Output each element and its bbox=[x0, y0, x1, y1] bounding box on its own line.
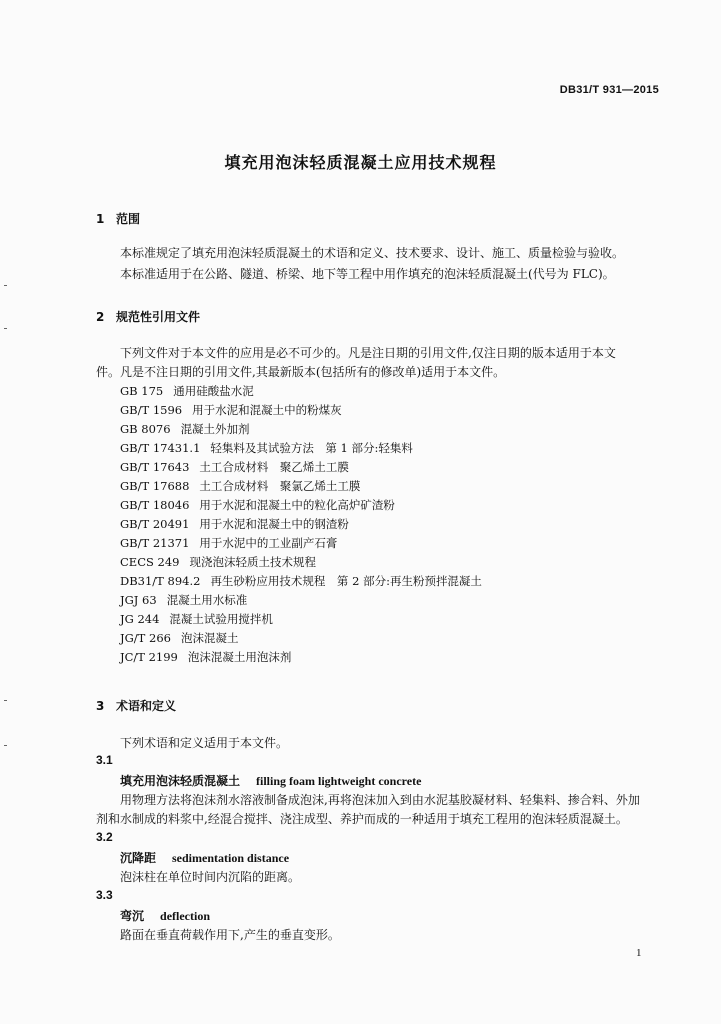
reference-title: 现浇泡沫轻质土技术规程 bbox=[189, 555, 316, 569]
reference-item bbox=[120, 496, 482, 515]
reference-title: 再生砂粉应用技术规程 第 2 部分:再生粉预拌混凝土 bbox=[210, 574, 482, 588]
section-number: 3 bbox=[96, 699, 105, 713]
reference-code: GB 175 bbox=[120, 384, 164, 398]
reference-title: 混凝土用水标准 bbox=[166, 593, 248, 607]
reference-item bbox=[120, 553, 482, 572]
reference-code: GB/T 1596 bbox=[120, 403, 183, 417]
scan-mark bbox=[4, 700, 7, 701]
section-title: 范围 bbox=[116, 212, 141, 226]
reference-item bbox=[120, 572, 482, 591]
term-chinese: 沉降距 bbox=[120, 851, 157, 865]
definition: 用物理方法将泡沫剂水溶液制备成泡沫,再将泡沫加入到由水泥基胶凝材料、轻集料、掺合料、外加 bbox=[120, 793, 640, 807]
section-2-heading bbox=[96, 308, 200, 325]
reference-item bbox=[120, 477, 482, 496]
definition: 剂和水制成的料浆中,经混合搅拌、浇注成型、养护而成的一种适用于填充工程用的泡沫轻质混凝土。 bbox=[96, 812, 628, 826]
reference-title: 用于水泥中的工业副产石膏 bbox=[199, 536, 338, 550]
reference-item bbox=[120, 534, 482, 553]
reference-item bbox=[120, 591, 482, 610]
scan-mark bbox=[4, 285, 7, 286]
reference-item bbox=[120, 629, 482, 648]
paragraph: 本标准规定了填充用泡沫轻质混凝土的术语和定义、技术要求、设计、施工、质量检验与验收。 bbox=[120, 246, 625, 260]
reference-title: 通用硅酸盐水泥 bbox=[173, 384, 254, 398]
reference-item bbox=[120, 382, 482, 401]
term-heading bbox=[120, 907, 210, 924]
reference-title: 土工合成材料 聚氯乙烯土工膜 bbox=[199, 479, 361, 493]
reference-title: 用于水泥和混凝土中的钢渣粉 bbox=[199, 517, 349, 531]
section-title: 规范性引用文件 bbox=[116, 310, 201, 324]
paragraph: 下列术语和定义适用于本文件。 bbox=[120, 736, 289, 750]
term-heading bbox=[120, 772, 421, 789]
reference-code: GB/T 17643 bbox=[120, 460, 190, 474]
reference-code: DB31/T 894.2 bbox=[120, 574, 201, 588]
reference-title: 用于水泥和混凝土中的粉煤灰 bbox=[192, 403, 342, 417]
definition: 路面在垂直荷载作用下,产生的垂直变形。 bbox=[120, 928, 340, 942]
reference-code: GB 8076 bbox=[120, 422, 171, 436]
section-number: 1 bbox=[96, 212, 105, 226]
reference-item bbox=[120, 439, 482, 458]
term-english: filling foam lightweight concrete bbox=[256, 774, 422, 788]
term-english: sedimentation distance bbox=[172, 851, 290, 865]
scan-mark bbox=[4, 745, 7, 746]
section-1-heading bbox=[96, 210, 140, 227]
reference-code: GB/T 21371 bbox=[120, 536, 190, 550]
paragraph: 下列文件对于本文件的应用是必不可少的。凡是注日期的引用文件,仅注日期的版本适用于本文 bbox=[120, 346, 616, 360]
reference-item bbox=[120, 515, 482, 534]
reference-code: GB/T 17431.1 bbox=[120, 441, 201, 455]
term-chinese: 弯沉 bbox=[120, 909, 145, 923]
term-chinese: 填充用泡沫轻质混凝土 bbox=[120, 774, 241, 788]
reference-item bbox=[120, 648, 482, 667]
reference-item bbox=[120, 610, 482, 629]
reference-list bbox=[120, 382, 482, 667]
section-3-heading bbox=[96, 697, 176, 714]
definition: 泡沫柱在单位时间内沉陷的距离。 bbox=[120, 870, 301, 884]
paragraph: 本标准适用于在公路、隧道、桥梁、地下等工程中用作填充的泡沫轻质混凝土(代号为 FLC)。 bbox=[120, 267, 615, 281]
reference-item bbox=[120, 420, 482, 439]
clause-number: 3.3 bbox=[96, 888, 113, 902]
reference-code: CECS 249 bbox=[120, 555, 180, 569]
reference-title: 混凝土外加剂 bbox=[180, 422, 250, 436]
scan-mark bbox=[4, 328, 7, 329]
reference-code: JG 244 bbox=[120, 612, 160, 626]
reference-code: GB/T 20491 bbox=[120, 517, 190, 531]
reference-code: GB/T 17688 bbox=[120, 479, 190, 493]
reference-title: 土工合成材料 聚乙烯土工膜 bbox=[199, 460, 349, 474]
document-title: 填充用泡沫轻质混凝土应用技术规程 bbox=[224, 153, 497, 172]
reference-title: 泡沫混凝土 bbox=[180, 631, 239, 645]
reference-code: GB/T 18046 bbox=[120, 498, 190, 512]
reference-title: 用于水泥和混凝土中的粒化高炉矿渣粉 bbox=[199, 498, 395, 512]
standard-number: DB31/T 931—2015 bbox=[559, 84, 659, 96]
reference-item bbox=[120, 458, 482, 477]
reference-code: JG/T 266 bbox=[120, 631, 171, 645]
section-number: 2 bbox=[96, 310, 105, 324]
section-title: 术语和定义 bbox=[116, 699, 177, 713]
clause-number: 3.1 bbox=[96, 753, 113, 767]
page-number: 1 bbox=[636, 947, 642, 959]
term-heading bbox=[120, 849, 289, 866]
reference-title: 轻集料及其试验方法 第 1 部分:轻集料 bbox=[210, 441, 413, 455]
reference-title: 泡沫混凝土用泡沫剂 bbox=[187, 650, 292, 664]
reference-code: JC/T 2199 bbox=[120, 650, 178, 664]
clause-number: 3.2 bbox=[96, 830, 113, 844]
reference-code: JGJ 63 bbox=[120, 593, 157, 607]
reference-item bbox=[120, 401, 482, 420]
reference-title: 混凝土试验用搅拌机 bbox=[169, 612, 273, 626]
term-english: deflection bbox=[160, 909, 211, 923]
paragraph: 件。凡是不注日期的引用文件,其最新版本(包括所有的修改单)适用于本文件。 bbox=[96, 365, 506, 379]
